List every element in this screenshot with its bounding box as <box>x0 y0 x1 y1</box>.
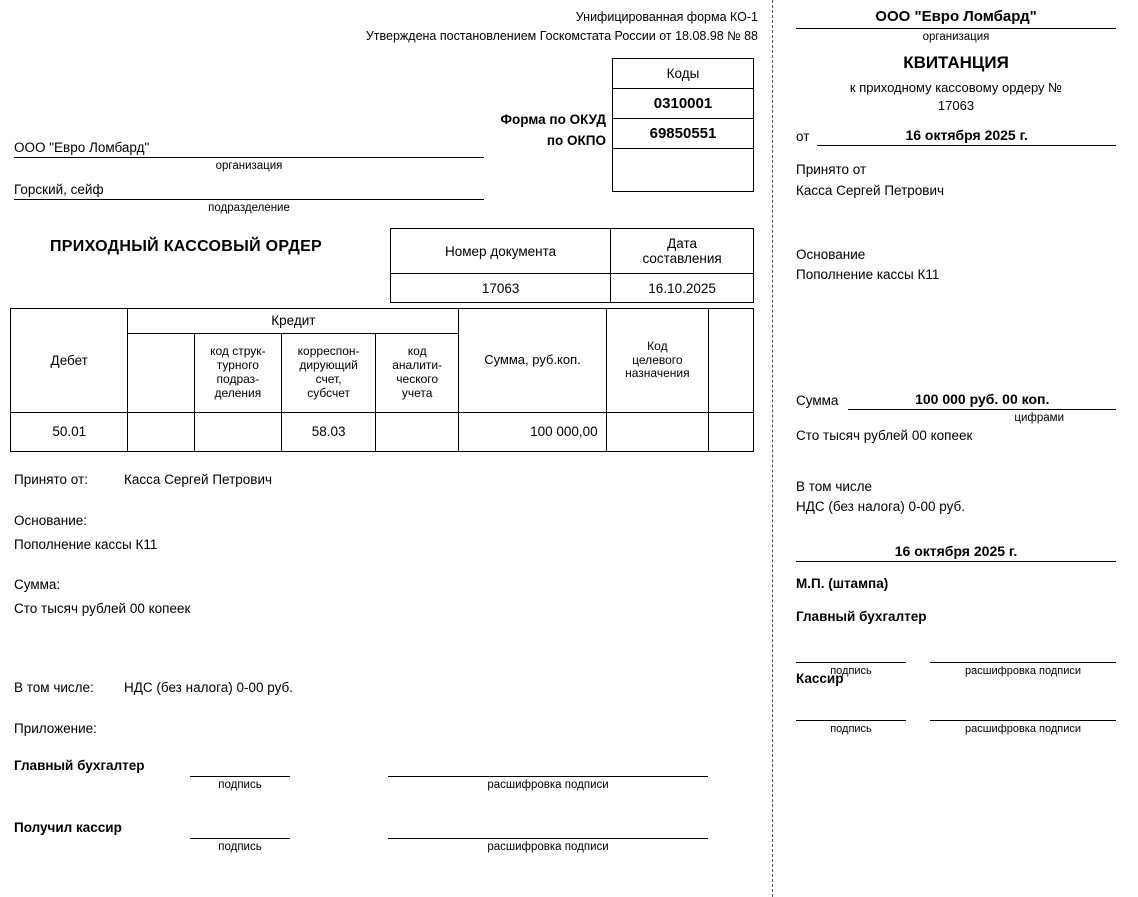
cut-line-divider <box>772 0 773 897</box>
document-title: ПРИХОДНЫЙ КАССОВЫЙ ОРДЕР <box>50 238 323 255</box>
receipt-date: 16 октября 2025 г. <box>817 127 1116 146</box>
organization-field <box>14 140 484 172</box>
sum-words: Сто тысяч рублей 00 копеек <box>14 601 191 616</box>
organization-value: ООО "Евро Ломбард" <box>14 140 484 158</box>
document-number-table <box>390 228 754 303</box>
sum-label: Сумма: <box>14 577 61 592</box>
receipt-cashier-label: Кассир <box>796 671 844 687</box>
including-label: В том числе: <box>14 680 94 695</box>
receipt-date-row <box>796 127 1116 146</box>
cell-purpose-code <box>606 413 708 452</box>
form-header <box>10 8 758 46</box>
form-approval: Утверждена постановлением Госкомстата России от 18.08.98 № 88 <box>365 28 758 43</box>
receipt-cashier-decode-caption: расшифровка подписи <box>964 723 1082 736</box>
receipt-sum-value: 100 000 руб. 00 коп. <box>848 391 1116 410</box>
subdivision-field <box>14 182 484 214</box>
corr-line-1: корреспон- <box>297 344 360 359</box>
receipt-stamp-label: М.П. (штампа) <box>796 576 889 592</box>
receipt-basis-value: Пополнение кассы К11 <box>796 267 940 283</box>
receipt-subtitle-text: к приходному кассовому ордеру № <box>849 80 1063 95</box>
struct-line-2: турного <box>216 358 259 373</box>
receipt-accepted-from-value: Касса Сергей Петрович <box>796 182 945 198</box>
receipt-cashier-decode-line <box>930 704 1116 721</box>
receipt-cashier-signature <box>796 704 906 735</box>
okpo-label: по ОКПО <box>546 132 606 148</box>
receipt-including <box>796 477 1116 518</box>
struct-code-header <box>194 334 282 413</box>
receipt-accountant-signature-line <box>796 646 906 663</box>
purpose-code-header <box>606 309 708 413</box>
table-row <box>11 413 754 452</box>
cell-corr-account: 58.03 <box>282 413 376 452</box>
cell-sum: 100 000,00 <box>459 413 606 452</box>
accepted-from-label: Принято от: <box>14 472 88 487</box>
struct-line-3: подраз- <box>216 372 260 386</box>
receipt-accepted-from <box>796 160 1116 201</box>
analytic-line-3: ческого <box>396 372 439 386</box>
date-header-line2: составления <box>642 251 722 266</box>
credit-blank-col <box>128 334 194 413</box>
cashier-signature-caption: подпись <box>218 841 262 853</box>
analytic-line-1: код <box>407 344 427 359</box>
okud-value: 0310001 <box>613 89 753 119</box>
receipt-organization: ООО "Евро Ломбард" <box>796 8 1116 29</box>
receipt-section <box>786 0 1126 897</box>
debit-header: Дебет <box>11 309 128 413</box>
receipt-sum-label: Сумма <box>796 393 839 409</box>
purpose-line-3: назначения <box>625 366 690 381</box>
codes-labels <box>501 110 606 152</box>
number-value: 17063 <box>391 274 611 303</box>
cashier-signature-line <box>190 838 290 839</box>
analytic-code-header <box>376 334 459 413</box>
corr-line-2: дирующий <box>299 358 358 373</box>
received-cashier-label: Получил кассир <box>14 820 122 835</box>
cell-debit: 50.01 <box>11 413 128 452</box>
receipt-cashier-signature-row <box>796 704 1116 735</box>
form-name: Унифицированная форма КО-1 <box>575 10 758 24</box>
receipt-cashier-decode <box>930 704 1116 735</box>
corr-line-3: счет, <box>315 372 342 386</box>
analytic-line-4: учета <box>401 385 433 400</box>
receipt-accountant-signature-caption: подпись <box>830 665 872 678</box>
corr-line-4: субсчет <box>307 385 350 400</box>
receipt-accountant-decode-line <box>930 646 1116 663</box>
cashier-decode-caption: расшифровка подписи <box>487 841 609 853</box>
receipt-accepted-from-label: Принято от <box>796 162 867 178</box>
receipt-sum-row <box>796 391 1116 410</box>
sum-header: Сумма, руб.коп. <box>459 309 606 413</box>
chief-accountant-decode-caption: расшифровка подписи <box>487 779 609 791</box>
basis-value: Пополнение кассы К11 <box>14 537 158 552</box>
accepted-from-value: Касса Сергей Петрович <box>124 472 273 487</box>
cell-extra <box>709 413 754 452</box>
subdivision-caption: подразделение <box>208 202 290 214</box>
cell-analytic-code <box>376 413 459 452</box>
codes-empty-cell <box>613 149 753 191</box>
chief-accountant-signature-caption: подпись <box>218 779 262 791</box>
number-header: Номер документа <box>391 229 611 274</box>
chief-accountant-decode-line <box>388 776 708 777</box>
receipt-accountant-decode <box>930 646 1116 677</box>
attachment-label: Приложение: <box>14 721 97 736</box>
analytic-line-2: аналити- <box>392 358 443 373</box>
purpose-line-2: целевого <box>632 352 683 367</box>
okud-label: Форма по ОКУД <box>500 112 606 127</box>
subdivision-value: Горский, сейф <box>14 182 484 200</box>
chief-accountant-signature-line <box>190 776 290 777</box>
receipt-accountant-signature-row <box>796 646 1116 677</box>
cashier-decode-line <box>388 838 708 839</box>
date-header-line1: Дата <box>667 236 698 251</box>
cell-struct-code <box>194 413 282 452</box>
struct-line-1: код струк- <box>210 344 266 359</box>
receipt-chief-accountant-label: Главный бухгалтер <box>796 609 927 625</box>
extra-header <box>709 309 754 413</box>
date-header <box>611 229 754 274</box>
receipt-title: КВИТАНЦИЯ <box>903 53 1009 72</box>
codes-block <box>612 58 754 192</box>
accounting-table <box>10 308 754 452</box>
receipt-basis <box>796 245 1116 286</box>
receipt-sum-words: Сто тысяч рублей 00 копеек <box>796 428 973 444</box>
okpo-value: 69850551 <box>613 119 753 149</box>
basis-label: Основание: <box>14 513 87 528</box>
receipt-including-label: В том числе <box>796 478 873 494</box>
including-value: НДС (без налога) 0-00 руб. <box>124 680 294 695</box>
date-value: 16.10.2025 <box>611 274 754 303</box>
receipt-sum-caption: цифрами <box>1014 412 1064 425</box>
organization-caption: организация <box>215 160 283 172</box>
receipt-date-second: 16 октября 2025 г. <box>796 543 1116 562</box>
purpose-line-1: Код <box>647 338 668 353</box>
cell-credit-blank <box>128 413 194 452</box>
receipt-accountant-decode-caption: расшифровка подписи <box>964 665 1082 678</box>
receipt-ot-label: от <box>796 129 810 145</box>
receipt-including-value: НДС (без налога) 0-00 руб. <box>796 498 966 514</box>
receipt-basis-label: Основание <box>796 246 866 262</box>
chief-accountant-label: Главный бухгалтер <box>14 758 145 773</box>
receipt-cashier-signature-line <box>796 704 906 721</box>
receipt-number: 17063 <box>937 98 975 114</box>
struct-line-4: деления <box>214 385 262 400</box>
receipt-subtitle <box>796 79 1116 115</box>
receipt-cashier-signature-caption: подпись <box>830 723 872 736</box>
credit-header: Кредит <box>128 309 459 334</box>
receipt-organization-caption: организация <box>922 31 990 43</box>
codes-title: Коды <box>613 59 753 89</box>
corr-account-header <box>282 334 376 413</box>
